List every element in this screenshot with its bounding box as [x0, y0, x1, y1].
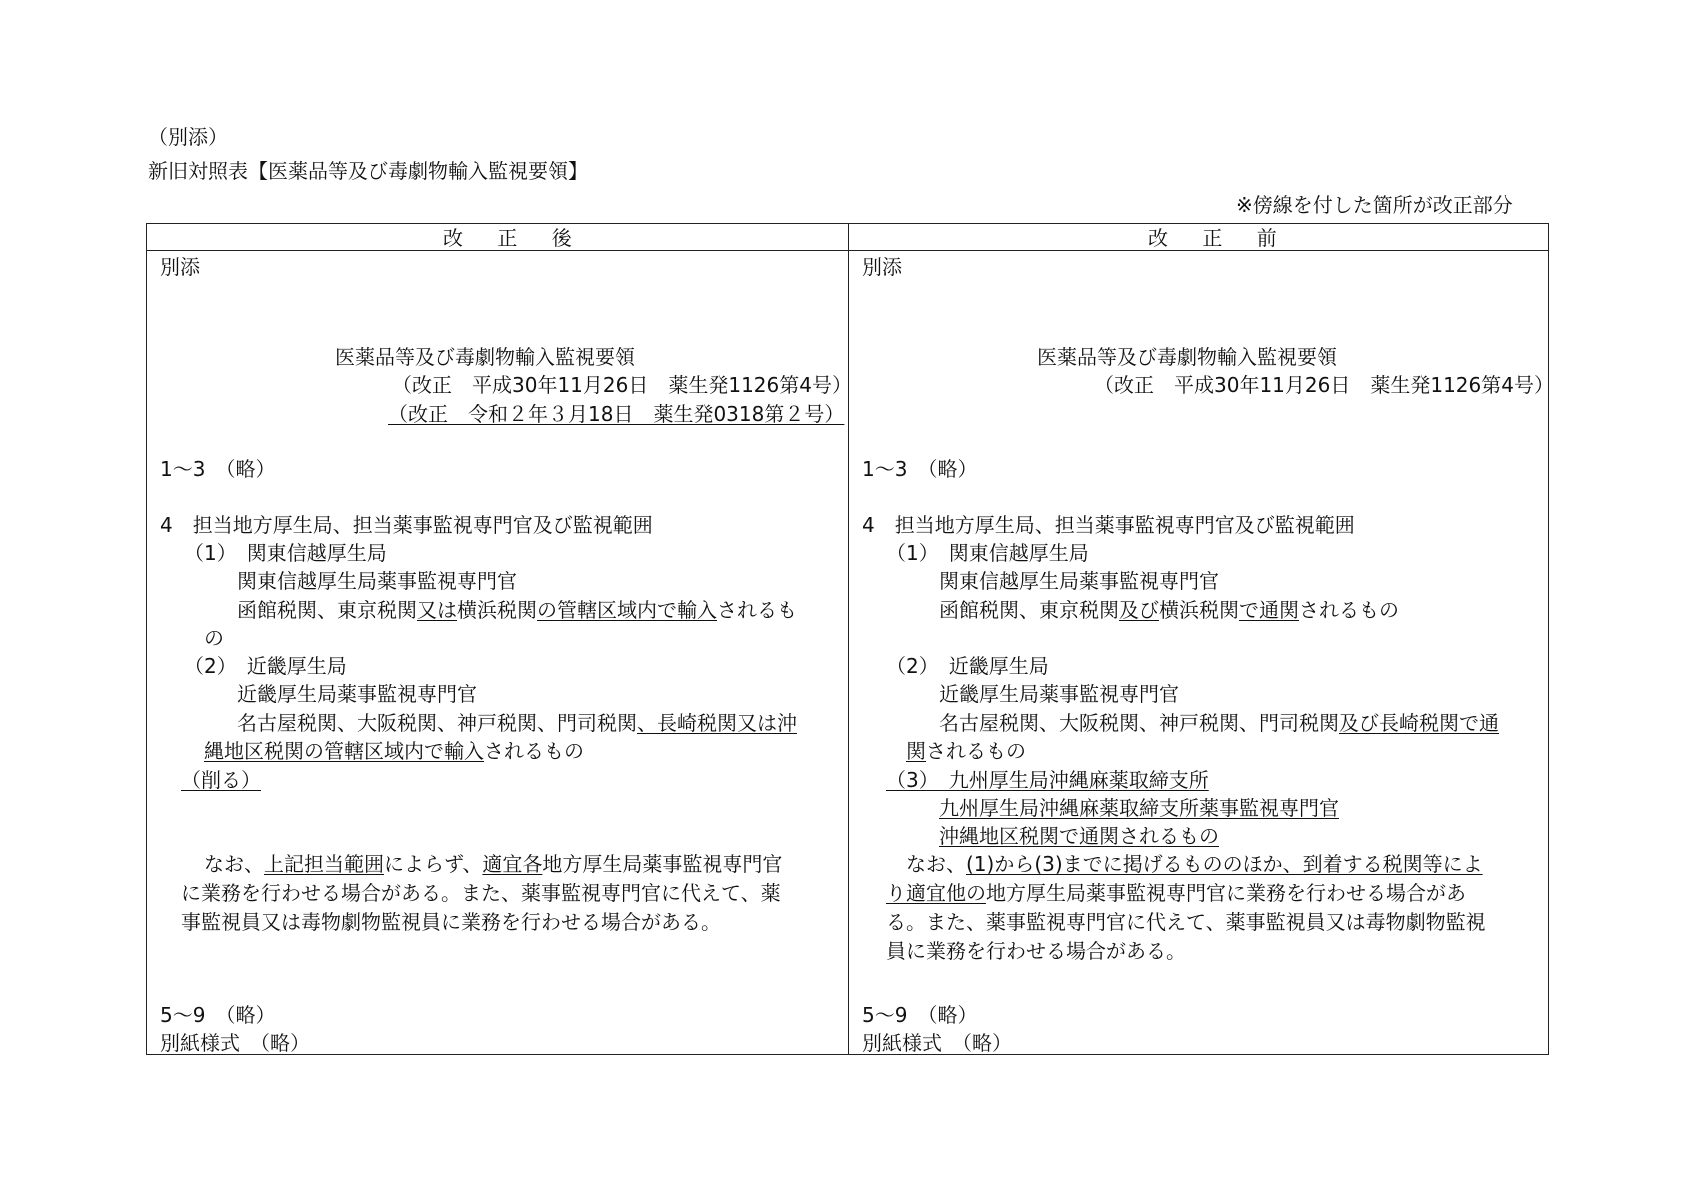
- after-paragraph-line3: 事監視員又は毒物劇物監視員に業務を行わせる場合がある。: [181, 910, 721, 934]
- after-items-1-3: 1～3 （略）: [160, 457, 276, 481]
- before-section1-scope: 函館税関、東京税関及び横浜税関で通関されるもの: [939, 598, 1399, 622]
- before-section2-scope: 名古屋税関、大阪税関、神戸税関、門司税関及び長崎税関で通: [939, 711, 1499, 735]
- before-section2-label: （2） 近畿厚生局: [886, 654, 1049, 678]
- after-section1-scope: 函館税関、東京税関又は横浜税関の管轄区域内で輸入されるも: [237, 598, 797, 622]
- after-attachment: 別添: [160, 255, 200, 279]
- before-section1-officer: 関東信越厚生局薬事監視専門官: [939, 569, 1219, 593]
- before-section3-officer: 九州厚生局沖縄麻薬取締支所薬事監視専門官: [939, 796, 1339, 820]
- after-item4-heading: 4 担当地方厚生局、担当薬事監視専門官及び監視範囲: [160, 513, 653, 537]
- after-section2-scope-cont: 縄地区税関の管轄区域内で輸入されるもの: [204, 739, 584, 763]
- before-section1-label: （1） 関東信越厚生局: [886, 541, 1089, 565]
- col-after-header: 改 正 後: [443, 226, 586, 250]
- before-appendix: 別紙様式 （略）: [862, 1031, 1012, 1055]
- before-item4-heading: 4 担当地方厚生局、担当薬事監視専門官及び監視範囲: [862, 513, 1355, 537]
- after-revision-2: （改正 令和２年３月18日 薬生発0318第２号）: [388, 402, 845, 426]
- before-items-1-3: 1～3 （略）: [862, 457, 978, 481]
- after-paragraph-line1: なお、上記担当範囲によらず、適宜各地方厚生局薬事監視専門官: [204, 852, 783, 876]
- after-revision-1: （改正 平成30年11月26日 薬生発1126第4号）: [392, 373, 852, 397]
- col-before-header: 改 正 前: [1148, 226, 1291, 250]
- before-section2-officer: 近畿厚生局薬事監視専門官: [939, 682, 1179, 706]
- before-section3-label: （3） 九州厚生局沖縄麻薬取締支所: [886, 768, 1209, 792]
- before-paragraph-line4: 員に業務を行わせる場合がある。: [886, 939, 1186, 963]
- before-items-5-9: 5～9 （略）: [862, 1003, 978, 1027]
- attachment-label: （別添）: [148, 125, 228, 149]
- after-section2-label: （2） 近畿厚生局: [184, 654, 347, 678]
- before-paragraph-line1: なお、(1)から(3)までに掲げるもののほか、到着する税関等によ: [906, 852, 1483, 876]
- before-revision-1: （改正 平成30年11月26日 薬生発1126第4号）: [1094, 373, 1554, 397]
- revision-note: ※傍線を付した箇所が改正部分: [1236, 193, 1513, 217]
- after-deleted-marker: （削る）: [181, 768, 261, 792]
- after-section1-scope-wrap: の: [204, 626, 224, 650]
- before-title: 医薬品等及び毒劇物輸入監視要領: [1037, 345, 1337, 369]
- document-title: 新旧対照表【医薬品等及び毒劇物輸入監視要領】: [148, 159, 588, 183]
- before-section2-scope-cont: 関されるもの: [906, 739, 1026, 763]
- after-section1-label: （1） 関東信越厚生局: [184, 541, 387, 565]
- after-section1-officer: 関東信越厚生局薬事監視専門官: [237, 569, 517, 593]
- after-title: 医薬品等及び毒劇物輸入監視要領: [335, 345, 635, 369]
- after-section2-officer: 近畿厚生局薬事監視専門官: [237, 682, 477, 706]
- before-paragraph-line3: る。また、薬事監視専門官に代えて、薬事監視員又は毒物劇物監視: [886, 910, 1486, 934]
- after-section2-scope: 名古屋税関、大阪税関、神戸税関、門司税関、長崎税関又は沖: [237, 711, 797, 735]
- table-column-divider: [848, 223, 849, 1055]
- after-paragraph-line2: に業務を行わせる場合がある。また、薬事監視専門官に代えて、薬: [181, 881, 781, 905]
- before-attachment: 別添: [862, 255, 902, 279]
- after-appendix: 別紙様式 （略）: [160, 1031, 310, 1055]
- before-paragraph-line2: り適宜他の地方厚生局薬事監視専門官に業務を行わせる場合があ: [886, 881, 1466, 905]
- after-items-5-9: 5～9 （略）: [160, 1003, 276, 1027]
- before-section3-scope: 沖縄地区税関で通関されるもの: [939, 824, 1219, 848]
